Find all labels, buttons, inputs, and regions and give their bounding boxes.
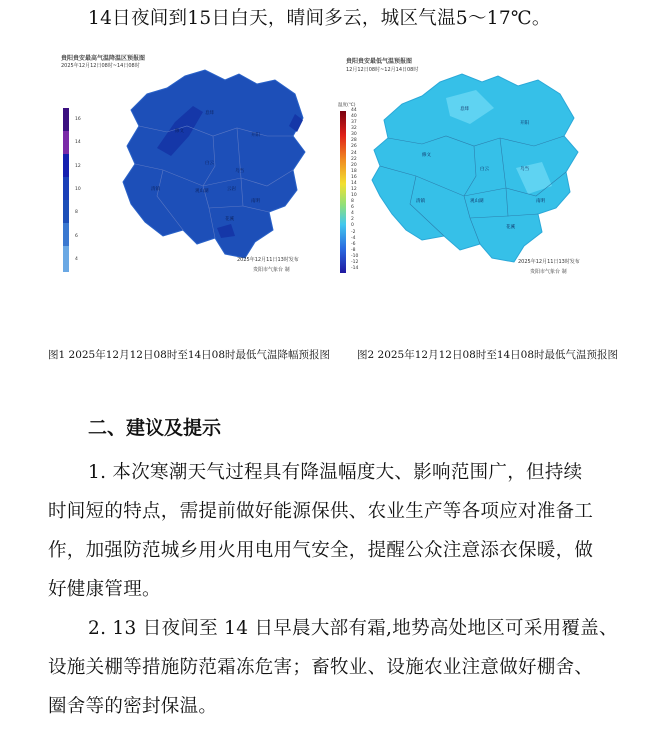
figure-min-temperature-map (330, 48, 602, 280)
legend-tick-label: 24 (351, 150, 357, 156)
legend-tick-label: 12 (75, 163, 81, 169)
map-subtitle: 12月12日08时~12月14日08时 (346, 67, 419, 73)
legend-tick-label: 14 (75, 140, 81, 146)
paragraph2-line: 2. 13 日夜间至 14 日早晨大部有霜,地势高处地区可采用覆盖、 (88, 618, 618, 639)
legend-tick-label: -6 (351, 241, 356, 247)
intro-text: 14日夜间到15日白天，晴间多云，城区气温5～17℃。 (88, 8, 551, 29)
legend-tick-label: 44 (351, 108, 357, 113)
legend-tick-label: -14 (351, 266, 359, 271)
legend-tick-label: 30 (351, 132, 357, 138)
paragraph2-line: 设施关棚等措施防范霜冻危害；畜牧业、设施农业注意做好棚舍、 (48, 657, 594, 678)
map-region-label: 开阳 (520, 121, 529, 126)
figure-temperature-drop-map (55, 48, 327, 280)
map-region-label: 息烽 (460, 107, 469, 112)
legend-tick-label: 0 (351, 223, 354, 229)
legend-tick-label: 2 (351, 217, 354, 223)
map-title: 贵阳贵安最低气温预报图 (346, 58, 413, 65)
paragraph2-line: 圈舍等的密封保温。 (48, 696, 218, 717)
map-region-label: 乌当 (520, 167, 529, 172)
legend-tick-label: 8 (75, 210, 78, 216)
paragraph1-line: 作，加强防范城乡用火用电用气安全，提醒公众注意添衣保暖，做 (48, 540, 594, 561)
legend-tick-label: 32 (351, 126, 357, 132)
legend-tick-label: 40 (351, 114, 357, 120)
paragraph1-line: 1. 本次寒潮天气过程具有降温幅度大、影响范围广，但持续 (88, 462, 583, 483)
legend-header: 温度(℃) (338, 103, 356, 108)
map-region-label: 观山湖 (195, 189, 209, 194)
legend-tick-label: 6 (351, 205, 354, 211)
legend-colorbar (340, 111, 348, 273)
map-region-label: 清镇 (151, 187, 160, 192)
paragraph1-line: 时间短的特点，需提前做好能源保供、农业生产等各项应对准备工 (48, 501, 594, 522)
legend-tick-label: 10 (75, 187, 81, 192)
legend-tick-label: 12 (351, 187, 357, 192)
map-guiyang-min (366, 68, 588, 268)
legend-tick-label: 37 (351, 120, 357, 126)
legend-tick-label: -2 (351, 229, 356, 235)
map-region-label: 观山湖 (470, 199, 484, 204)
map-region-label: 息烽 (205, 111, 214, 116)
map-issued: 2025年12月11日13时发布 (237, 257, 299, 263)
legend-tick-label: 16 (75, 117, 81, 122)
legend-tick-label: 22 (351, 156, 357, 162)
map-region-label: 乌当 (235, 169, 244, 174)
legend-tick-label: -8 (351, 247, 356, 253)
map-subtitle: 2025年12月12日08时~14日08时 (61, 63, 140, 69)
legend-tick-label: -12 (351, 259, 359, 265)
legend-tick-label: 26 (351, 144, 357, 150)
map-issued: 2025年12月11日13时发布 (518, 259, 580, 265)
legend-tick-label: 14 (351, 180, 357, 186)
map-region-label: 花溪 (506, 225, 515, 230)
legend-tick-label: 10 (351, 193, 357, 199)
map-region-label: 白云 (480, 167, 489, 172)
map-region-label: 南明 (251, 199, 260, 204)
map-title: 贵阳贵安最高气温降温区预报图 (61, 55, 146, 62)
map-agency: 贵阳市气象台 制 (253, 267, 290, 273)
legend-tick-label: 20 (351, 162, 357, 168)
legend-tick-label: 28 (351, 138, 357, 144)
map-guiyang-drop (117, 66, 313, 266)
figure2-caption: 图2 2025年12月12日08时至14日08时最低气温预报图 (357, 349, 619, 361)
map-region-label: 修文 (175, 129, 184, 134)
legend-tick-label: 4 (75, 257, 78, 262)
map-region-label: 云岩 (227, 187, 236, 192)
paragraph1-line: 好健康管理。 (48, 579, 161, 600)
legend-tick-label: 16 (351, 174, 357, 180)
legend-tick-label: 4 (351, 211, 354, 217)
map-region-label: 开阳 (251, 133, 260, 138)
legend-tick-label: -10 (351, 253, 359, 259)
legend-tick-label: 8 (351, 199, 354, 205)
figure1-caption: 图1 2025年12月12日08时至14日08时最低气温降幅预报图 (48, 349, 331, 361)
legend-tick-label: 18 (351, 168, 357, 174)
map-region-label: 修文 (422, 153, 431, 158)
legend-tick-label: -4 (351, 235, 356, 241)
map-agency: 贵阳市气象台 制 (530, 269, 567, 275)
section-heading: 二、建议及提示 (88, 417, 222, 439)
legend-colorbar (63, 108, 73, 272)
map-region-label: 南明 (536, 199, 545, 204)
map-region-label: 清镇 (416, 199, 425, 204)
map-region-label: 白云 (205, 161, 214, 166)
map-region-label: 花溪 (225, 217, 234, 222)
legend-tick-label: 6 (75, 233, 78, 239)
